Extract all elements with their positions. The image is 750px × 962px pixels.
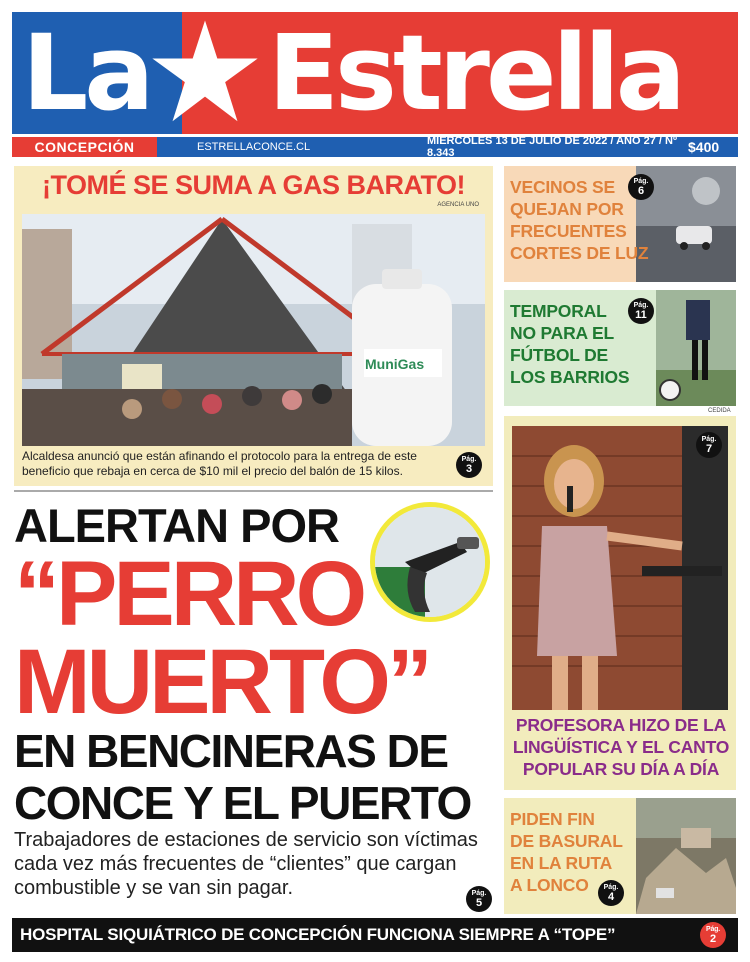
info-strip xyxy=(157,137,738,157)
page-ref-label: Pág. xyxy=(461,455,477,463)
page-ref-label: Pág. xyxy=(633,177,649,185)
singer-photo xyxy=(512,426,728,710)
headline-line: DE BASURAL xyxy=(510,831,623,851)
page-ref-number: 7 xyxy=(705,442,713,455)
main-headline-line5: CONCE Y EL PUERTO xyxy=(14,777,471,829)
masthead xyxy=(12,12,738,134)
page-ref-badge[interactable] xyxy=(466,886,492,912)
bottom-banner[interactable] xyxy=(12,918,738,952)
page-ref-number: 4 xyxy=(607,890,615,903)
headline-line: QUEJAN POR xyxy=(510,199,624,219)
headline-line: EN LA RUTA xyxy=(510,853,613,873)
page-ref-number: 11 xyxy=(635,308,647,321)
top-story-headline: ¡TOMÉ SE SUMA A GAS BARATO! xyxy=(41,170,465,200)
page-ref-label: Pág. xyxy=(633,301,649,309)
page-ref-badge[interactable] xyxy=(696,432,722,458)
page-ref-badge[interactable] xyxy=(456,452,482,478)
city-label: CONCEPCIÓN xyxy=(12,137,157,157)
page-ref-badge[interactable] xyxy=(628,298,654,324)
headline-line: TEMPORAL xyxy=(510,301,607,321)
website-link[interactable]: ESTRELLACONCE.CL xyxy=(197,141,311,153)
main-headline-line1: ALERTAN POR xyxy=(14,499,339,552)
masthead-subbar xyxy=(12,137,738,157)
story-basural[interactable] xyxy=(504,798,736,914)
page-ref-badge[interactable] xyxy=(628,174,654,200)
story-profesora-headline xyxy=(510,714,732,780)
star-icon xyxy=(130,16,280,128)
main-story[interactable] xyxy=(14,494,493,914)
story-profesora[interactable] xyxy=(504,416,736,790)
masthead-title-estrella: Estrella xyxy=(268,12,682,134)
issue-date: MIÉRCOLES 13 DE JULIO DE 2022 / AÑO 27 / Nº 8.343 xyxy=(427,135,677,159)
page-ref-number: 2 xyxy=(710,932,716,945)
page-ref-number: 5 xyxy=(475,896,483,909)
page-ref-number: 6 xyxy=(637,184,645,197)
headline-line: PIDEN FIN xyxy=(510,809,595,829)
main-headline-line4: EN BENCINERAS DE xyxy=(14,725,448,777)
cover-price: $400 xyxy=(688,139,720,155)
page-ref-label: Pág. xyxy=(471,889,487,897)
headline-line: VECINOS SE xyxy=(510,177,615,197)
headline-line: POPULAR SU DÍA A DÍA xyxy=(522,759,720,779)
headline-line: NO PARA EL xyxy=(510,323,614,343)
page-ref-badge[interactable] xyxy=(700,922,726,948)
page-ref-label: Pág. xyxy=(706,925,720,933)
story-temporal[interactable] xyxy=(504,290,736,406)
story-vecinos[interactable] xyxy=(504,166,736,282)
main-headline-line2: “PERRO xyxy=(14,543,364,645)
main-story-deck: Trabajadores de estaciones de servicio son víctimas cada vez más frecuentes de “clientes” que cargan combustible y se van sin pagar. xyxy=(14,829,478,899)
top-story-caption: Alcaldesa anunció que están afinando el protocolo para la entrega de este beneficio que rebaja en cerca de $10 mil el precio del balón de 15 kilos. xyxy=(22,449,417,478)
headline-line: A LONCO xyxy=(510,875,589,895)
gas-sale-photo xyxy=(22,214,485,446)
top-story[interactable] xyxy=(14,166,493,486)
garbage-dump-photo xyxy=(636,798,736,914)
headline-line: PROFESORA HIZO DE LA xyxy=(515,715,727,735)
fuel-nozzle-icon xyxy=(375,507,485,617)
page-ref-label: Pág. xyxy=(603,883,619,891)
headline-line: FÚTBOL DE xyxy=(510,345,609,365)
page-ref-number: 3 xyxy=(465,462,473,475)
headline-line: FRECUENTES xyxy=(510,221,627,241)
page-ref-label: Pág. xyxy=(701,435,717,443)
page-ref-badge[interactable] xyxy=(598,880,624,906)
photo-credit: CEDIDA xyxy=(708,408,731,414)
story-temporal-headline xyxy=(510,300,629,388)
fuel-nozzle-photo xyxy=(370,502,490,622)
headline-line: LINGÜÍSTICA Y EL CANTO xyxy=(512,737,730,757)
cylinder-brand: MuniGas xyxy=(365,356,425,372)
photo-credit: AGENCIA UNO xyxy=(437,202,479,208)
masthead-title-la: La xyxy=(22,12,151,134)
banner-headline: HOSPITAL SIQUIÁTRICO DE CONCEPCIÓN FUNCIONA SIEMPRE A “TOPE” xyxy=(20,925,616,944)
headline-line: CORTES DE LUZ xyxy=(510,243,649,263)
football-photo xyxy=(656,290,736,406)
main-headline-line3: MUERTO” xyxy=(14,631,429,733)
headline-line: LOS BARRIOS xyxy=(510,367,630,387)
section-divider xyxy=(14,490,493,492)
